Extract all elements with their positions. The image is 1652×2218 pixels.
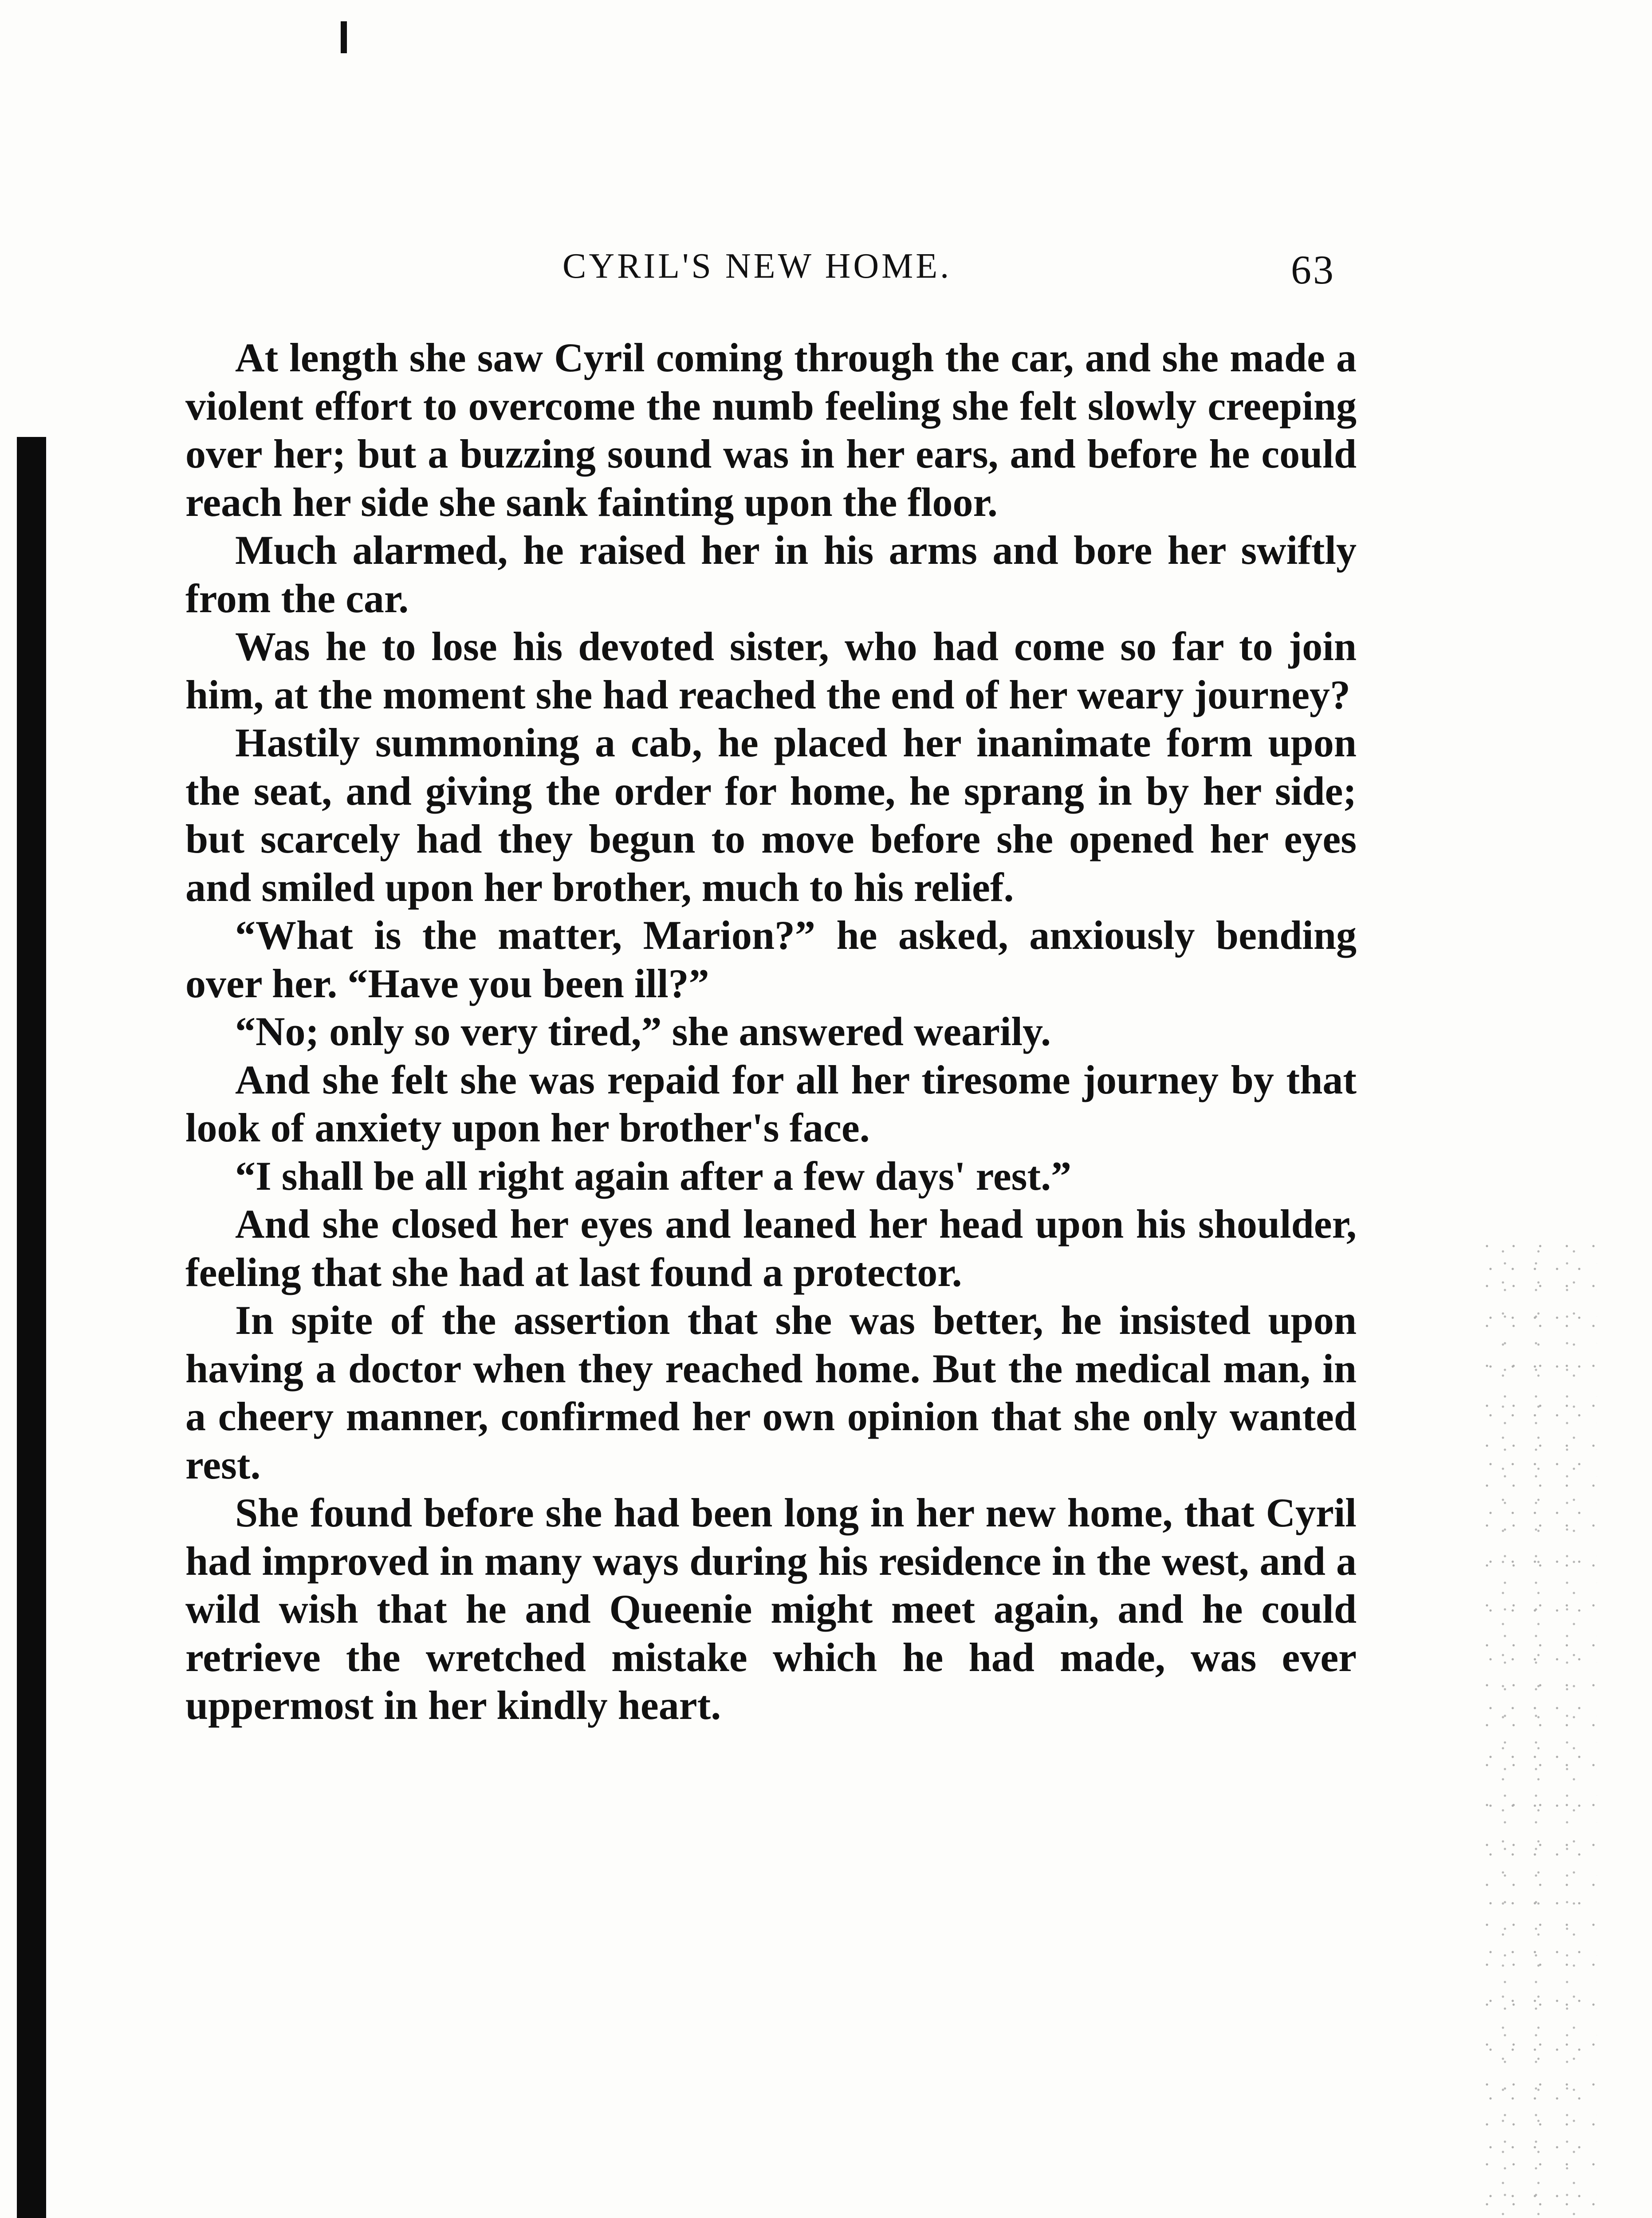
page-header	[186, 246, 1349, 295]
paragraph: Hastily summoning a cab, he placed her inanimate form upon the seat, and giving the order for home, he sprang in by her side; but scarcely had they begun to move before she opened her eyes and smiled upon her brother, much to his relief.	[185, 720, 1357, 910]
paragraph: She found before she had been long in her new home, that Cyril had improved in many ways during his residence in the west, and a wild wish that he and Queenie might meet again, and he could retrieve the wretched mistake which he had made, was ever uppermost in her kindly heart.	[185, 1490, 1357, 1728]
print-mark	[341, 21, 347, 53]
paragraph: At length she saw Cyril coming through the car, and she made a violent effort to overcome the numb feeling she felt slowly creeping over her; but a buzzing sound was in her ears, and before he could reach her side she sank fainting upon the floor.	[185, 335, 1357, 525]
page-number: 63	[1291, 247, 1335, 292]
paragraph: And she felt she was repaid for all her tiresome journey by that look of anxiety upon her brother's face.	[185, 1057, 1357, 1150]
paragraph: And she closed her eyes and leaned her head upon his shoulder, feeling that she had at last found a protector.	[185, 1201, 1357, 1295]
scan-specks	[1482, 1242, 1597, 2218]
paragraph: Much alarmed, he raised her in his arms and bore her swiftly from the car.	[185, 527, 1357, 621]
paragraph: “What is the matter, Marion?” he asked, anxiously bending over her. “Have you been ill?”	[185, 912, 1357, 1006]
paragraph: “No; only so very tired,” she answered wearily.	[235, 1009, 1051, 1054]
paragraph: In spite of the assertion that she was better, he insisted upon having a doctor when they reached home. But the medical man, in a cheery manner, confirmed her own opinion that she only wanted rest.	[185, 1298, 1357, 1487]
paragraph: “I shall be all right again after a few days' rest.”	[235, 1153, 1072, 1199]
binding-shadow	[17, 437, 46, 2218]
running-title: CYRIL'S NEW HOME.	[562, 247, 952, 286]
body-text	[185, 334, 1357, 1730]
paragraph: Was he to lose his devoted sister, who had come so far to join him, at the moment she had reached the end of her weary journey?	[185, 624, 1357, 717]
